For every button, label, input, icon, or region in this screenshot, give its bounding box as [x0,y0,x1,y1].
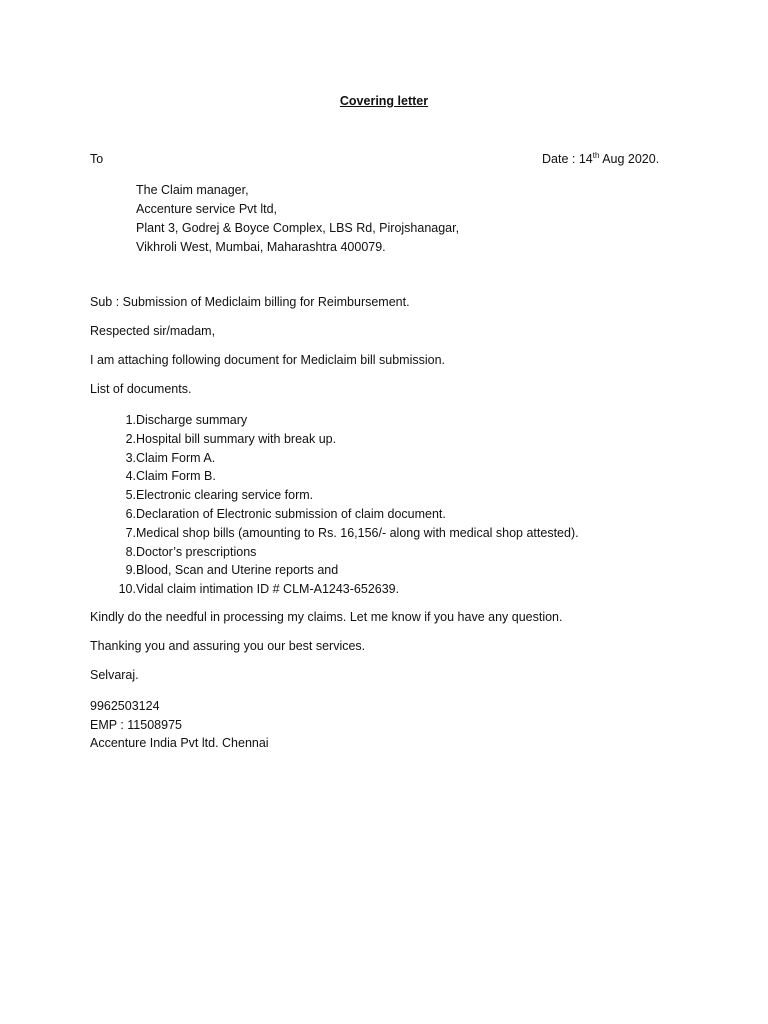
recipient-address [136,181,459,257]
thanks-line: Thanking you and assuring you our best services. [90,639,366,653]
list-item-text: Claim Form A. [136,450,216,465]
contact-block [90,697,269,753]
list-heading: List of documents. [90,382,192,396]
closing-request: Kindly do the needful in processing my claims. Let me know if you have any question. [90,610,563,624]
list-item-number: 4. [125,469,136,484]
list-item-number: 9. [125,563,136,578]
date-suffix: Aug 2020. [599,152,660,166]
list-item [108,543,257,562]
list-item-text: Medical shop bills (amounting to Rs. 16,156/- along with medical shop attested). [136,525,579,540]
list-item-number: 3. [125,450,136,465]
list-item-number: 5. [125,488,136,503]
contact-emp-id: EMP : 11508975 [90,717,182,732]
list-item [108,486,314,505]
list-item [108,411,248,430]
list-item-number: 2. [125,431,136,446]
letter-date [542,152,659,166]
contact-phone: 9962503124 [90,699,160,713]
list-item-text: Blood, Scan and Uterine reports and [136,563,339,578]
list-item [108,580,400,599]
subject-line: Sub : Submission of Mediclaim billing for Reimbursement. [90,295,410,309]
documents-list [108,411,579,599]
list-item [108,467,216,486]
list-item-text: Vidal claim intimation ID # CLM-A1243-652639. [136,582,400,597]
address-line: Vikhroli West, Mumbai, Maharashtra 400079. [136,240,386,254]
list-item-text: Electronic clearing service form. [136,488,314,503]
list-item [108,430,337,449]
list-item [108,561,339,580]
list-item-text: Claim Form B. [136,469,216,484]
list-item [108,505,446,524]
list-item-text: Declaration of Electronic submission of claim document. [136,506,446,521]
list-item-text: Discharge summary [136,413,248,427]
address-line: Plant 3, Godrej & Boyce Complex, LBS Rd, Pirojshanagar, [136,221,460,235]
signature-name: Selvaraj. [90,668,139,682]
list-item [108,524,579,543]
contact-company: Accenture India Pvt ltd. Chennai [90,736,269,750]
date-ordinal: th [592,150,600,160]
date-prefix: Date : 14 [542,152,593,166]
list-item-number: 10. [118,582,136,597]
to-label: To [90,152,104,166]
letter-title: Covering letter [339,94,429,108]
list-item [108,449,216,468]
list-item-number: 1. [125,413,136,427]
list-item-number: 6. [125,506,136,521]
list-item-number: 7. [125,525,136,540]
list-item-number: 8. [125,544,136,559]
list-item-text: Hospital bill summary with break up. [136,431,337,446]
list-item-text: Doctor’s prescriptions [136,544,257,559]
address-line: Accenture service Pvt ltd, [136,202,278,216]
intro-paragraph: I am attaching following document for Mediclaim bill submission. [90,353,446,367]
address-line: The Claim manager, [136,183,249,197]
salutation: Respected sir/madam, [90,324,216,338]
